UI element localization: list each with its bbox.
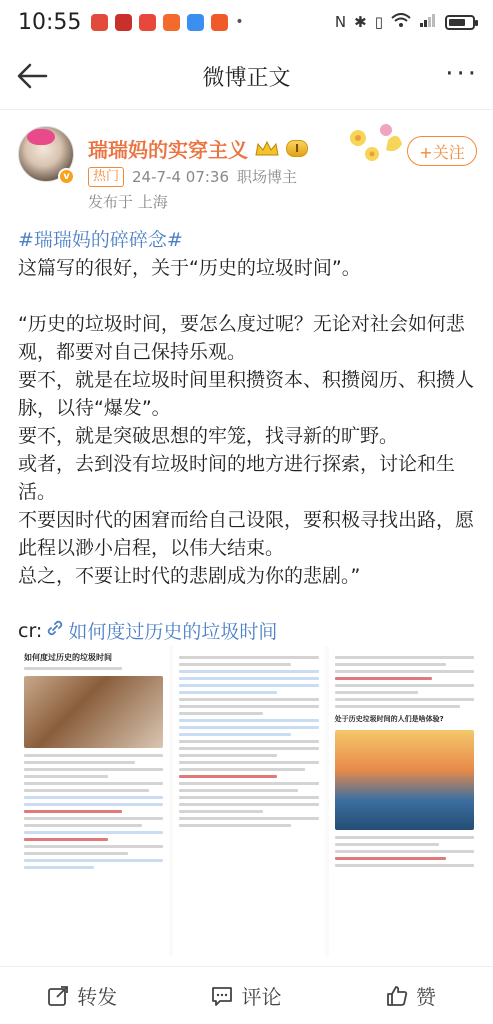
repost-button[interactable] (0, 967, 164, 1024)
preview-title: 如何度过历史的垃圾时间 (24, 653, 112, 662)
battery-icon (445, 15, 475, 30)
repost-icon (47, 985, 69, 1007)
link-icon (46, 619, 64, 642)
post-meta (88, 166, 297, 187)
nav-bar (0, 44, 493, 110)
post-content (18, 226, 480, 590)
topic-link[interactable]: #瑞瑞妈的碎碎念# (18, 229, 183, 251)
member-crown-icon[interactable] (254, 139, 280, 159)
like-label: 赞 (415, 985, 436, 1009)
nfc-icon: Ν (334, 13, 347, 31)
post-paragraph: 要不，就是在垃圾时间里积攒资本、积攒阅历、积攒人脉，以待“爆发”。 (18, 369, 475, 419)
preview-column (173, 646, 324, 956)
preview-column (18, 646, 169, 956)
post-paragraph: 不要因时代的困窘而给自己设限，要积极寻找出路，愿此程以渺小启程，以伟大结束。 (18, 509, 475, 559)
system-icons (335, 13, 475, 32)
article-preview-image[interactable] (18, 646, 480, 956)
app-notification-icon (211, 14, 228, 31)
page-title: 微博正文 (202, 66, 291, 91)
author-category: 职场博主 (237, 168, 298, 186)
decorative-sticker-icon (346, 120, 406, 170)
preview-column (329, 646, 480, 956)
post-paragraph: 或者，去到没有垃圾时间的地方进行探索，讨论和生活。 (18, 453, 456, 503)
notification-icons (91, 14, 243, 31)
author-row (88, 134, 308, 163)
preview-subhead: 处于历史垃圾时间的人们是啥体验? (334, 715, 444, 723)
like-button[interactable] (329, 967, 493, 1024)
vibrate-icon: ▯ (374, 13, 383, 31)
thumbs-up-icon (386, 985, 408, 1007)
post-intro: 这篇写的很好，关于“历史的垃圾时间”。 (18, 257, 361, 279)
post-paragraph: 要不，就是突破思想的牢笼，找寻新的旷野。 (18, 425, 399, 447)
status-time: 10:55 (18, 9, 82, 35)
comment-button[interactable] (164, 967, 328, 1024)
credit-label: cr: (18, 619, 43, 642)
app-notification-icon (187, 14, 204, 31)
author-name[interactable]: 瑞瑞妈的实穿主义 (88, 138, 248, 162)
preview-illustration (335, 730, 474, 830)
credit-row (18, 617, 277, 644)
status-bar (0, 0, 493, 44)
verified-badge-icon: v (58, 168, 75, 185)
app-notification-icon (139, 14, 156, 31)
hot-tag: 热门 (88, 167, 124, 187)
article-link[interactable]: 如何度过历史的垃圾时间 (68, 621, 278, 643)
app-notification-icon (91, 14, 108, 31)
bow-decoration (27, 129, 55, 145)
member-level-badge[interactable]: I (286, 140, 308, 157)
preview-cow-image (24, 676, 163, 748)
app-notification-icon (163, 14, 180, 31)
post-paragraph: “历史的垃圾时间，要怎么度过呢？无论对社会如何悲观，都要对自己保持乐观。 (18, 313, 465, 363)
wifi-icon (391, 13, 411, 32)
post-paragraph: 总之，不要让时代的悲剧成为你的悲剧。” (18, 565, 361, 587)
follow-button[interactable]: +关注 (407, 136, 477, 166)
bluetooth-icon: ✱ (354, 13, 367, 31)
comment-icon (211, 985, 233, 1007)
post-timestamp: 24-7-4 07:36 (132, 167, 230, 186)
signal-icon (419, 13, 437, 31)
app-notification-icon (115, 14, 132, 31)
post-location: 发布于 上海 (88, 193, 168, 211)
back-arrow-icon[interactable] (12, 58, 52, 94)
more-options-icon[interactable]: ··· (445, 59, 479, 89)
repost-label: 转发 (77, 985, 118, 1009)
more-notifications-icon: • (235, 14, 244, 30)
action-bar (0, 966, 493, 1024)
comment-label: 评论 (241, 985, 282, 1009)
